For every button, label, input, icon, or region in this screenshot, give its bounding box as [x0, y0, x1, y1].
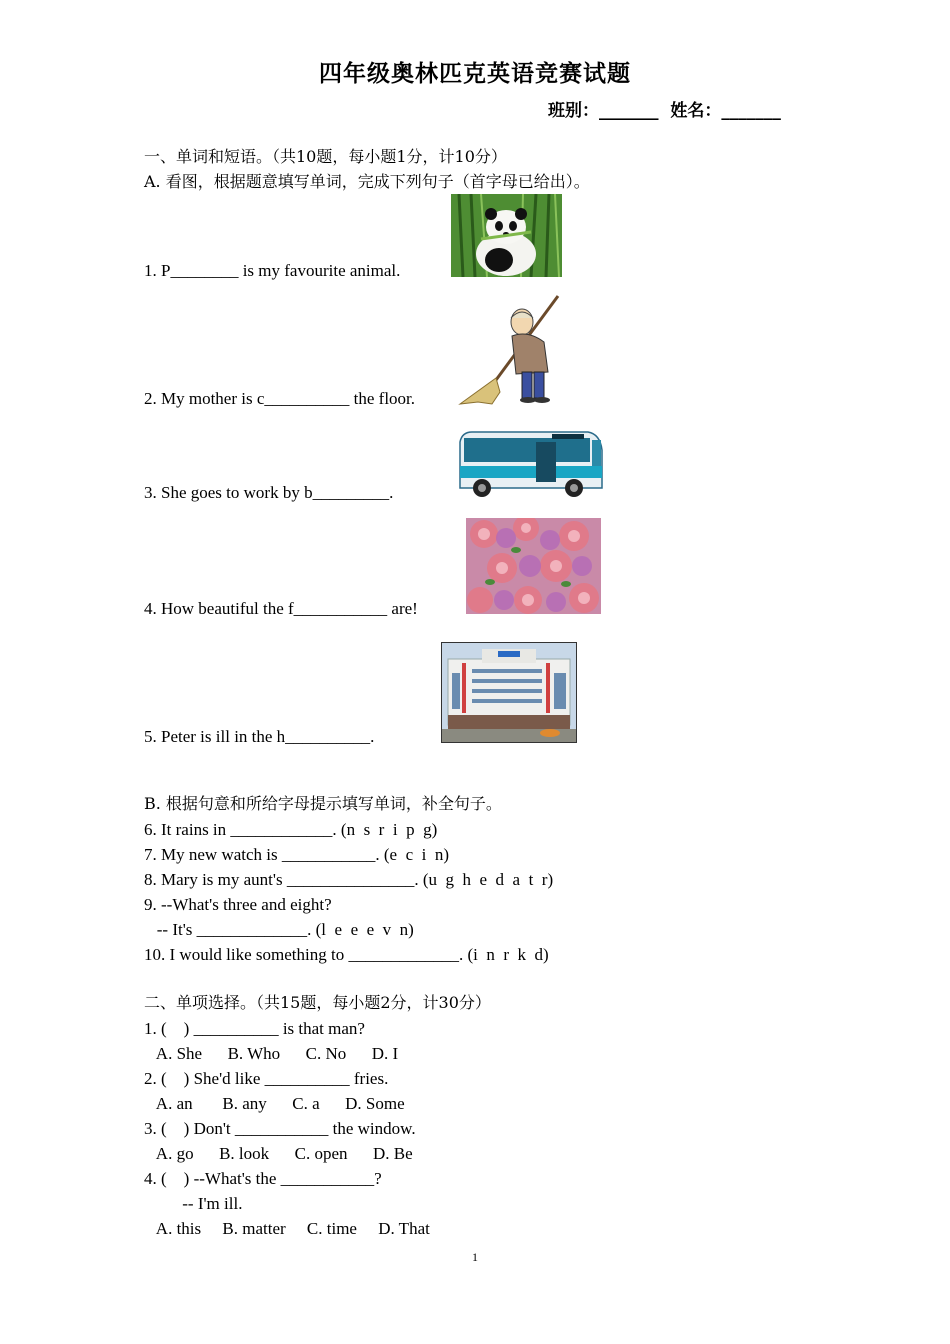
mc-question-1-options: A. She B. Who C. No D. I [144, 1044, 399, 1063]
question-8: 8. Mary is my aunt's _______________. (u g h e d a t r) [144, 870, 554, 889]
mc-question-4: 4. ( ) --What's the ___________? [144, 1169, 382, 1188]
panda-picture [451, 194, 562, 277]
section2-heading: 二、单项选择。（共15题，每小题2分，计30分） [144, 993, 491, 1012]
page-number: 1 [472, 1250, 478, 1264]
question-6: 6. It rains in ____________. (n s r i p g) [144, 820, 438, 839]
question-10: 10. I would like something to _____________. (i n r k d) [144, 945, 549, 964]
question-2: 2. My mother is c__________ the floor. [144, 389, 416, 408]
mc-question-2: 2. ( ) She'd like __________ fries. [144, 1069, 389, 1088]
question-4: 4. How beautiful the f___________ are! [144, 599, 418, 618]
question-9-answer: -- It's _____________. (l e e e v n) [144, 920, 414, 939]
sweeping-person-picture [456, 292, 566, 406]
question-7: 7. My new watch is ___________. (e c i n) [144, 845, 450, 864]
section1-part-b: B. 根据句意和所给字母提示填写单词，补全句子。 [144, 794, 502, 813]
question-5: 5. Peter is ill in the h__________. [144, 727, 375, 746]
flowers-picture [466, 518, 601, 614]
question-9: 9. --What's three and eight? [144, 895, 332, 914]
mc-question-4-options: A. this B. matter C. time D. That [144, 1219, 430, 1238]
section1-part-a: A. 看图，根据题意填写单词，完成下列句子（首字母已给出）。 [144, 172, 590, 191]
question-1: 1. P________ is my favourite animal. [144, 261, 401, 280]
hospital-picture [441, 642, 577, 743]
mc-question-2-options: A. an B. any C. a D. Some [144, 1094, 405, 1113]
class-name-line: 班别：_______ 姓名：_______ [548, 101, 781, 121]
bus-picture [456, 428, 608, 500]
mc-question-4-answer: -- I'm ill. [144, 1194, 243, 1213]
question-3: 3. She goes to work by b_________. [144, 483, 394, 502]
mc-question-1: 1. ( ) __________ is that man? [144, 1019, 365, 1038]
mc-question-3-options: A. go B. look C. open D. Be [144, 1144, 413, 1163]
page-title: 四年级奥林匹克英语竞赛试题 [319, 61, 631, 87]
mc-question-3: 3. ( ) Don't ___________ the window. [144, 1119, 416, 1138]
section1-heading: 一、单词和短语。（共10题，每小题1分，计10分） [144, 147, 507, 166]
